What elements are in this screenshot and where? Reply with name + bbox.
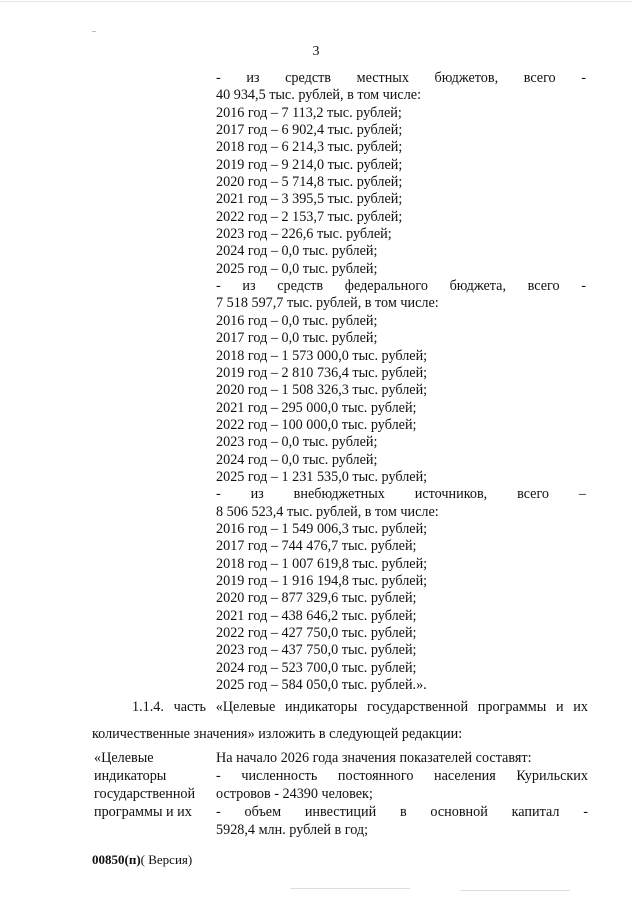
document-number: 00850(п) <box>92 852 141 867</box>
document-code <box>92 852 192 868</box>
year-line: 2025 год – 584 050,0 тыс. рублей.». <box>216 677 427 694</box>
year-line: 2022 год – 427 750,0 тыс. рублей; <box>216 625 417 641</box>
word: из <box>242 278 256 295</box>
year-line: 2021 год – 3 395,5 тыс. рублей; <box>216 191 403 208</box>
investment-indicator <box>216 803 588 821</box>
word: часть <box>173 699 207 715</box>
word: всего <box>527 278 560 295</box>
population-indicator <box>216 767 588 785</box>
extrabudget-heading <box>216 486 586 503</box>
word: - <box>216 70 221 86</box>
word: – <box>578 486 586 503</box>
year-line: 2017 год – 6 902,4 тыс. рублей; <box>216 122 403 139</box>
indicators-value-cell <box>216 749 588 839</box>
word: - <box>216 804 221 820</box>
word: бюджета, <box>449 278 507 295</box>
word: постоянного <box>337 768 414 784</box>
year-line: 2018 год – 1 573 000,0 тыс. рублей; <box>216 347 428 364</box>
word: - <box>216 768 221 784</box>
year-line: 2024 год – 0,0 тыс. рублей; <box>216 243 378 260</box>
year-line: 2020 год – 1 508 326,3 тыс. рублей; <box>216 382 428 399</box>
scan-mark <box>290 888 410 889</box>
year-line: 2016 год – 1 549 006,3 тыс. рублей; <box>216 520 428 537</box>
word: - <box>581 278 586 295</box>
word: из <box>246 70 260 86</box>
year-line: 2021 год – 295 000,0 тыс. рублей; <box>216 399 417 416</box>
word: из <box>250 486 264 503</box>
word: объем <box>244 804 282 820</box>
year-line: 2024 год – 0,0 тыс. рублей; <box>216 451 378 468</box>
word: населения <box>434 768 496 784</box>
amendment-item-heading <box>132 697 588 717</box>
year-line: 2020 год – 5 714,8 тыс. рублей; <box>216 174 403 191</box>
year-line: 2025 год – 0,0 тыс. рублей; <box>216 260 378 277</box>
year-line: 2020 год – 877 329,6 тыс. рублей; <box>216 590 417 607</box>
word: основной <box>430 804 488 820</box>
word: в <box>399 804 407 820</box>
year-line: 2018 год – 6 214,3 тыс. рублей; <box>216 139 403 156</box>
year-line: 2016 год – 7 113,2 тыс. рублей; <box>216 104 402 121</box>
year-line: 2019 год – 2 810 736,4 тыс. рублей; <box>216 364 428 381</box>
local-budget-total: 40 934,5 тыс. рублей, в том числе: <box>216 87 422 104</box>
word: Курильских <box>516 768 588 784</box>
year-line: 2023 год – 226,6 тыс. рублей; <box>216 226 392 243</box>
year-line: 2023 год – 437 750,0 тыс. рублей; <box>216 642 417 659</box>
year-line: 2022 год – 2 153,7 тыс. рублей; <box>216 208 403 225</box>
year-line: 2025 год – 1 231 535,0 тыс. рублей; <box>216 468 428 485</box>
year-line: 2022 год – 100 000,0 тыс. рублей; <box>216 416 417 433</box>
year-line: 2017 год – 0,0 тыс. рублей; <box>216 330 378 347</box>
word: и <box>555 699 564 715</box>
scan-mark <box>0 1 632 2</box>
word: - <box>581 70 586 86</box>
word: численность <box>241 768 318 784</box>
document-version: ( Версия) <box>140 852 193 867</box>
year-line: 2021 год – 438 646,2 тыс. рублей; <box>216 607 417 624</box>
word: программы <box>477 699 547 715</box>
investment-indicator-continued: 5928,4 млн. рублей в год; <box>216 822 369 838</box>
word: источников, <box>414 486 488 503</box>
word: - <box>216 486 221 503</box>
label-line: индикаторы <box>94 768 167 784</box>
scan-mark <box>460 890 570 891</box>
year-line: 2019 год – 1 916 194,8 тыс. рублей; <box>216 572 428 589</box>
word: - <box>216 278 221 295</box>
local-budget-heading <box>216 70 586 87</box>
word: всего <box>517 486 550 503</box>
amendment-item-heading-continued: количественные значения» изложить в следующей редакции: <box>92 726 463 742</box>
indicators-label-cell <box>94 749 204 821</box>
word: капитал <box>511 804 560 820</box>
word: индикаторы <box>284 699 358 715</box>
word: средств <box>285 70 332 86</box>
word: бюджетов, <box>434 70 499 86</box>
word: инвестиций <box>304 804 377 820</box>
population-indicator-continued: островов - 24390 человек; <box>216 786 373 802</box>
label-line: «Целевые <box>94 750 154 766</box>
year-line: 2017 год – 744 476,7 тыс. рублей; <box>216 538 417 555</box>
financing-block <box>216 70 586 694</box>
word: местных <box>356 70 409 86</box>
word: их <box>573 699 588 715</box>
word: внебюджетных <box>293 486 385 503</box>
year-line: 2023 год – 0,0 тыс. рублей; <box>216 434 378 451</box>
word: всего <box>523 70 556 86</box>
word: - <box>583 804 588 820</box>
federal-budget-total: 7 518 597,7 тыс. рублей, в том числе: <box>216 295 439 312</box>
federal-budget-heading <box>216 278 586 295</box>
year-line: 2019 год – 9 214,0 тыс. рублей; <box>216 156 403 173</box>
word: «Целевые <box>215 699 276 715</box>
label-line: государственной <box>94 786 196 802</box>
year-line: 2016 год – 0,0 тыс. рублей; <box>216 312 378 329</box>
extrabudget-total: 8 506 523,4 тыс. рублей, в том числе: <box>216 503 439 520</box>
word: государственной <box>366 699 469 715</box>
year-line: 2024 год – 523 700,0 тыс. рублей; <box>216 659 417 676</box>
word: 1.1.4. <box>132 699 164 715</box>
label-line: программы и их <box>94 804 192 820</box>
year-line: 2018 год – 1 007 619,8 тыс. рублей; <box>216 555 428 572</box>
word: средств <box>277 278 324 295</box>
indicators-intro: На начало 2026 года значения показателей составят: <box>216 750 532 766</box>
word: федерального <box>344 278 428 295</box>
scan-mark <box>92 31 96 32</box>
page-number: 3 <box>312 44 320 59</box>
